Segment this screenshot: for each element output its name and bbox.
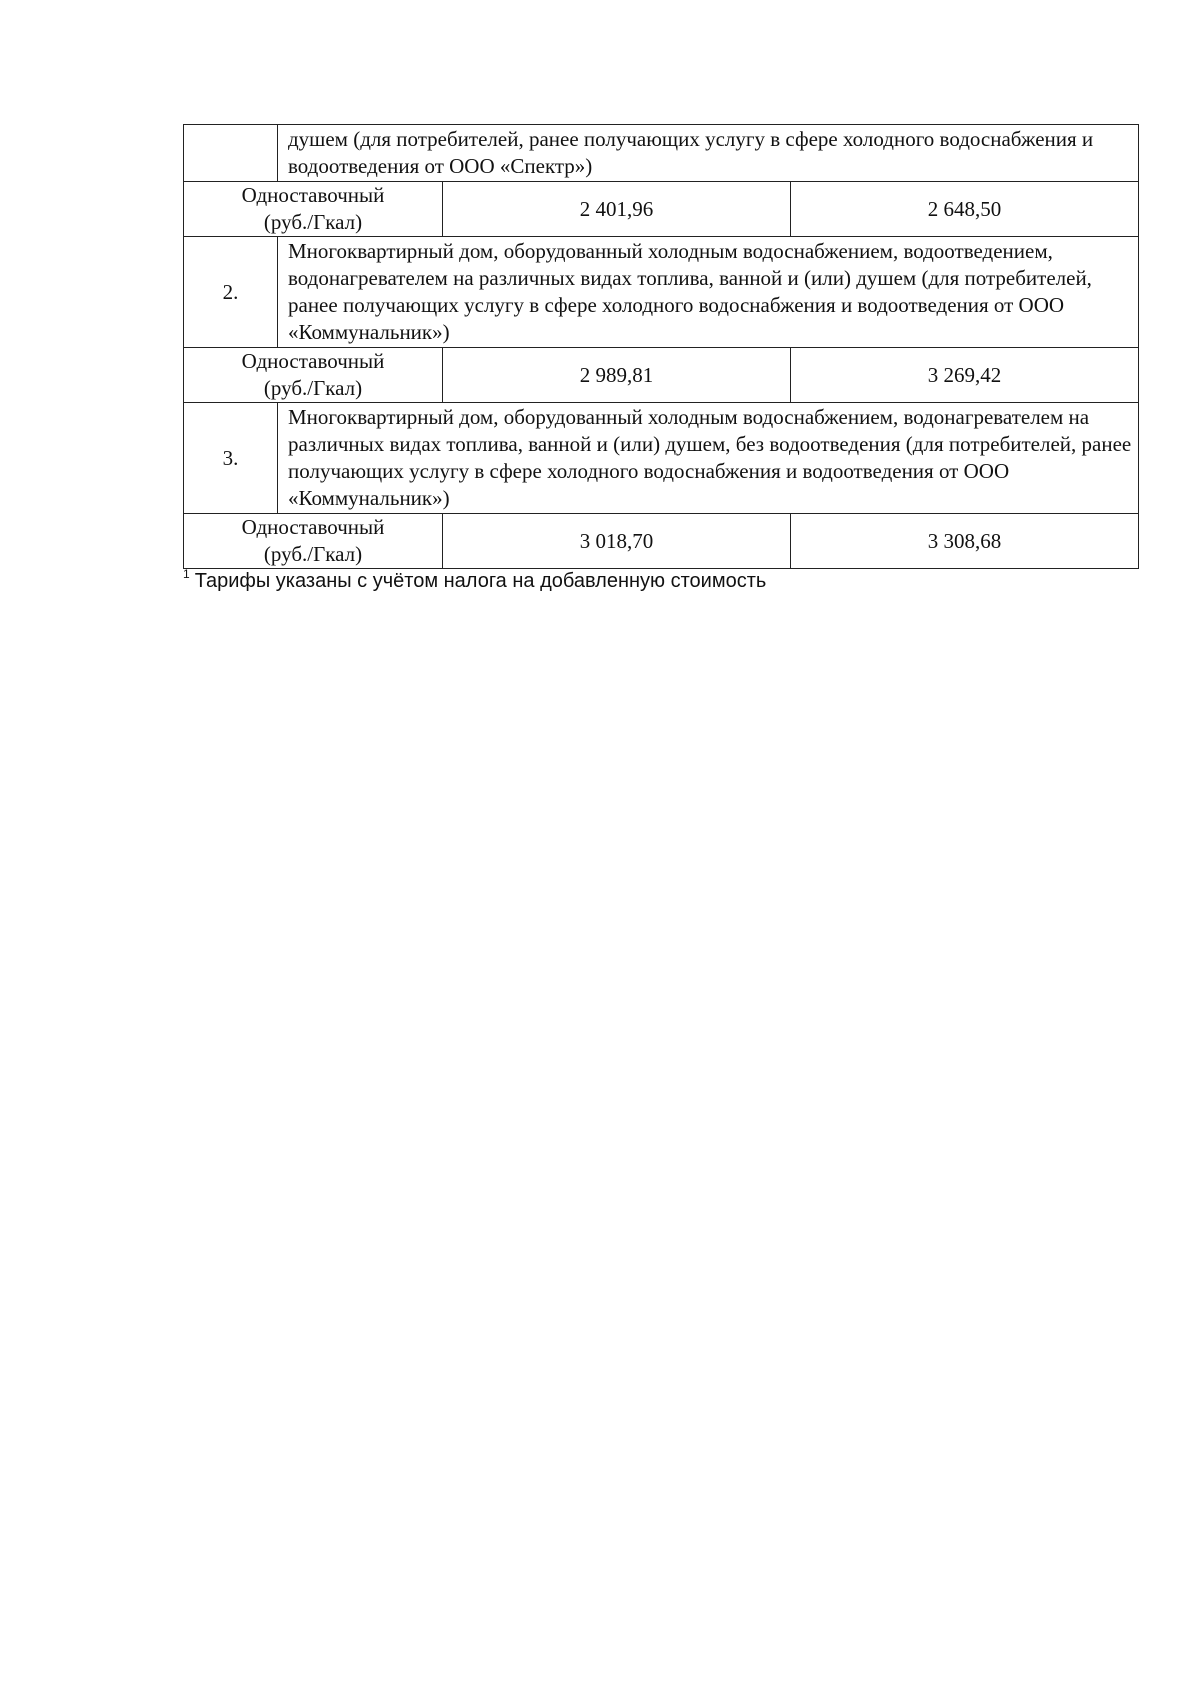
table-row	[184, 237, 1139, 348]
table-row	[184, 514, 1139, 569]
rate-value-second-period: 3 269,42	[791, 348, 1139, 403]
rate-value-first-period: 2 401,96	[443, 182, 791, 237]
rate-label-unit: (руб./Гкал)	[263, 210, 363, 234]
row-number	[184, 125, 278, 182]
row-number: 3.	[184, 403, 278, 514]
row-description: Многоквартирный дом, оборудованный холодным водоснабжением, водонагревателем на различных видах топлива, ванной и (или) душем, без водоотведения (для потребителей, ранее получающих услугу в сфере холодного водоснабжения и водоотведения от ООО «Коммунальник»)	[278, 403, 1139, 514]
rate-label	[184, 514, 443, 569]
rate-value-first-period: 2 989,81	[443, 348, 791, 403]
table-row	[184, 348, 1139, 403]
row-description: Многоквартирный дом, оборудованный холодным водоснабжением, водоотведением, водонагревателем на различных видах топлива, ванной и (или) душем (для потребителей, ранее получающих услугу в сфере холодного водоснабжения и водоотведения от ООО «Коммунальник»)	[278, 237, 1139, 348]
rate-label-type: Одноставочный	[241, 349, 385, 373]
row-description: душем (для потребителей, ранее получающих услугу в сфере холодного водоснабжения и водоотведения от ООО «Спектр»)	[278, 125, 1139, 182]
rate-label-type: Одноставочный	[241, 515, 385, 539]
rate-label-unit: (руб./Гкал)	[263, 376, 363, 400]
rate-value-second-period: 3 308,68	[791, 514, 1139, 569]
table-row	[184, 125, 1139, 182]
footnote-marker: 1	[183, 567, 190, 581]
footnote	[183, 562, 766, 593]
tariff-table	[183, 124, 1139, 569]
table-row	[184, 403, 1139, 514]
rate-value-second-period: 2 648,50	[791, 182, 1139, 237]
rate-label-unit: (руб./Гкал)	[263, 542, 363, 566]
table-row	[184, 182, 1139, 237]
footnote-text: Тарифы указаны с учётом налога на добавленную стоимость	[194, 570, 767, 592]
rate-label	[184, 348, 443, 403]
rate-label	[184, 182, 443, 237]
rate-label-type: Одноставочный	[241, 183, 385, 207]
row-number: 2.	[184, 237, 278, 348]
rate-value-first-period: 3 018,70	[443, 514, 791, 569]
